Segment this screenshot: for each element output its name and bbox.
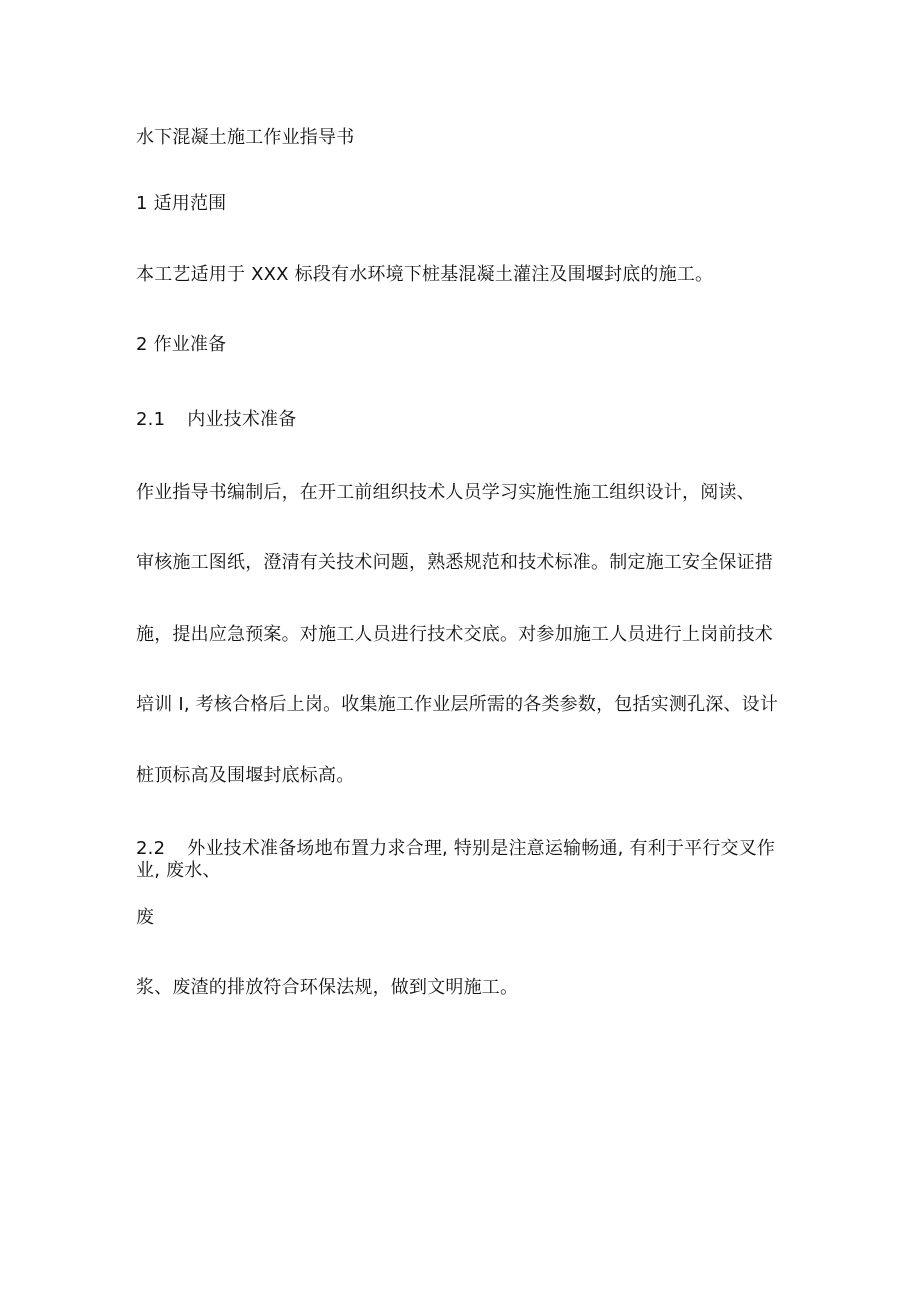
subsection-2-1-heading	[136, 409, 296, 431]
subsection-2-1-title: 内业技术准备	[187, 409, 297, 430]
paragraph-line: 培训 I, 考核合格后上岗。收集施工作业层所需的各类参数，包括实测孔深、设计	[136, 694, 779, 715]
subsection-2-2-text: 外业技术准备场地布置力求合理, 特别是注意运输畅通, 有利于平行交叉作业, 废水、	[136, 838, 776, 881]
subsection-2-2-fragment: 废	[136, 907, 155, 928]
section-2-heading: 2 作业准备	[136, 334, 227, 355]
subsection-2-1-number: 2.1	[136, 409, 166, 430]
section-1-body: 本工艺适用于 XXX 标段有水环境下桩基混凝土灌注及围堰封底的施工。	[136, 264, 714, 285]
paragraph-line: 桩顶标高及围堰封底标高。	[136, 765, 355, 786]
section-1-heading: 1 适用范围	[136, 193, 227, 214]
paragraph-line: 审核施工图纸，澄清有关技术问题，熟悉规范和技术标准。制定施工安全保证措	[136, 552, 773, 573]
paragraph-line: 施，提出应急预案。对施工人员进行技术交底。对参加施工人员进行上岗前技术	[136, 624, 773, 645]
subsection-2-2-last-line: 浆、废渣的排放符合环保法规，做到文明施工。	[136, 977, 519, 998]
paragraph-line: 作业指导书编制后，在开工前组织技术人员学习实施性施工组织设计，阅读、	[136, 482, 755, 503]
document-title: 水下混凝土施工作业指导书	[136, 127, 355, 148]
subsection-2-2-number: 2.2	[136, 838, 166, 859]
subsection-2-2-paragraph	[136, 838, 786, 882]
